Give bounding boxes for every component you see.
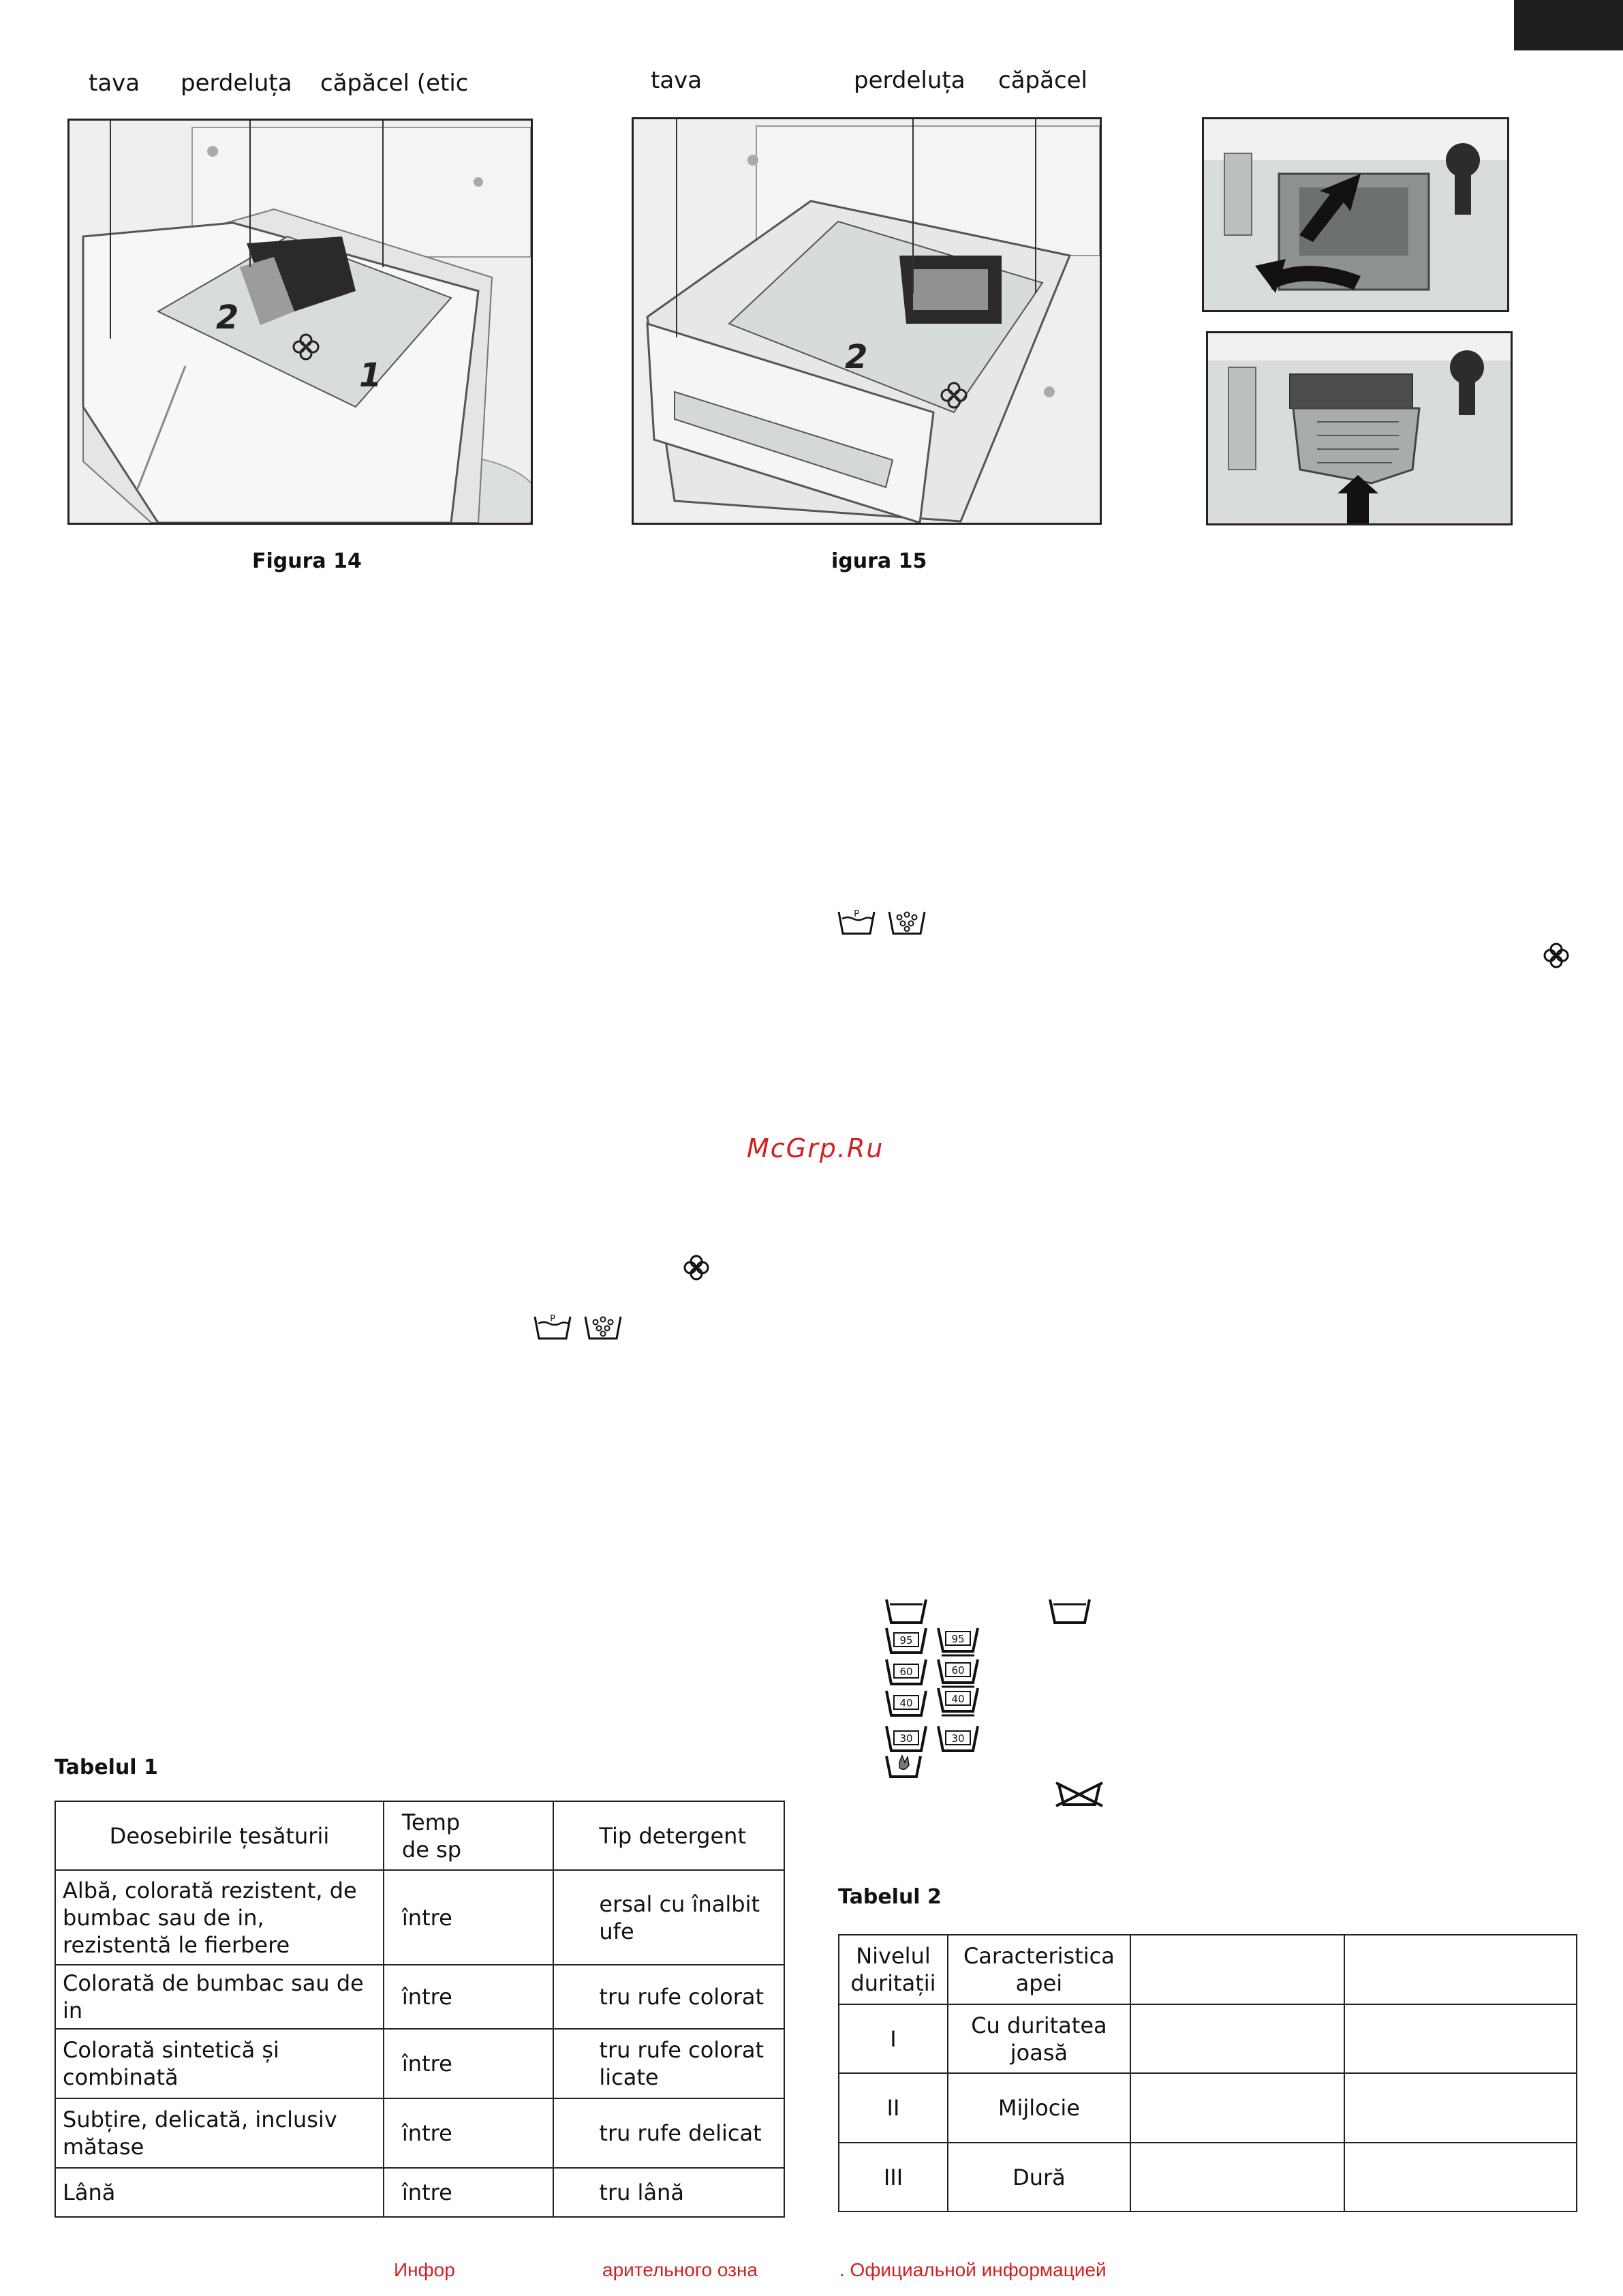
- prewash-symbol: [837, 909, 876, 940]
- fig15-tray-number-2: 2: [845, 338, 868, 376]
- table1-r2-fabric: Colorată de bumbac sau de in: [55, 1965, 384, 2029]
- wash-symbol-60-value: 60: [899, 1666, 913, 1678]
- wash-symbol-40-gentle-value: 40: [951, 1693, 965, 1705]
- table2-r3-characteristic: Dură: [948, 2143, 1130, 2211]
- table2-header-row: [839, 1935, 1577, 2004]
- footer-text-1: Инфор: [394, 2259, 455, 2280]
- table1-header-fabric: Deosebirile țesăturii: [55, 1801, 384, 1870]
- wash-symbol-30-gentle: [936, 1724, 980, 1756]
- table1-r4-detergent: tru rufe delicat: [553, 2098, 784, 2168]
- softener-flower-icon-inline: [683, 1254, 710, 1285]
- table2-header-characteristic: Caracteristica apei: [948, 1935, 1130, 2004]
- footer-text-3: . Официальной информацией: [839, 2259, 1107, 2280]
- wash-symbol-30-value: 30: [899, 1732, 913, 1745]
- table2-r3-col3: [1130, 2143, 1344, 2211]
- page-corner-tab: [1514, 0, 1623, 50]
- prewash-symbol-letter: P: [854, 909, 859, 919]
- table-row: [55, 1965, 784, 2029]
- fig14-label-curtain: perdeluța: [181, 70, 292, 97]
- footer-text-2: арительного озна: [602, 2259, 758, 2280]
- fig15-label-tray: tava: [651, 67, 702, 94]
- wash-symbol-40: [884, 1689, 928, 1721]
- table1: [55, 1801, 785, 2218]
- wash-symbol-60-gentle-value: 60: [951, 1664, 965, 1677]
- table2-r1-col3: [1130, 2004, 1344, 2073]
- table2-title: Tabelul 2: [838, 1885, 942, 1909]
- table1-title: Tabelul 1: [55, 1756, 158, 1779]
- table1-r5-temp: între: [384, 2168, 554, 2217]
- softener-flower-icon: [1543, 942, 1570, 973]
- table1-header-detergent: Tip detergent: [553, 1801, 784, 1870]
- table2-r1-characteristic: Cu duritatea joasă: [948, 2004, 1130, 2073]
- table-row: [839, 2073, 1577, 2143]
- table-row: [839, 2143, 1577, 2211]
- fig15-label-curtain: perdeluța: [854, 67, 965, 94]
- table1-r4-temp: între: [384, 2098, 554, 2168]
- hand-wash-symbol: [884, 1754, 923, 1782]
- table2-r2-col3: [1130, 2073, 1344, 2143]
- prewash-symbol-inline: [533, 1314, 572, 1345]
- figure-16-photo-bottom: [1206, 331, 1513, 525]
- wash-symbol-plain-right: [1048, 1597, 1092, 1628]
- table-row: [55, 2098, 784, 2168]
- fig14-tray-number-2: 2: [216, 299, 239, 337]
- table2-header-level: Nivelul duritații: [839, 1935, 948, 2004]
- figure-15-photo: [632, 117, 1102, 525]
- table-row: [55, 1870, 784, 1965]
- table-row: [839, 2004, 1577, 2073]
- figure-14-photo: [67, 119, 533, 525]
- table1-r2-detergent: tru rufe colorat: [553, 1965, 784, 2029]
- wash-symbol-40-value: 40: [899, 1697, 913, 1709]
- wash-symbol-plain: [884, 1597, 928, 1628]
- table2-r1-level: I: [839, 2004, 948, 2073]
- table1-r3-detergent: tru rufe colorat licate: [553, 2029, 784, 2098]
- table-row: [55, 2029, 784, 2098]
- wash-symbol-30-gentle-value: 30: [951, 1732, 965, 1745]
- soak-symbol-inline: [583, 1314, 623, 1345]
- table1-header-temp: Temp de sp: [384, 1801, 554, 1870]
- table2-r3-col4: [1344, 2143, 1577, 2211]
- fig15-label-lid: căpăcel: [998, 67, 1088, 94]
- table-row: [55, 2168, 784, 2217]
- table2-header-col4: [1344, 1935, 1577, 2004]
- fig14-label-lid: căpăcel (etic: [320, 70, 469, 97]
- table2: [838, 1934, 1577, 2212]
- table1-r1-fabric: Albă, colorată rezistent, de bumbac sau de in, rezistentă le fierbere: [55, 1870, 384, 1965]
- wash-symbol-95-gentle-value: 95: [951, 1633, 965, 1645]
- figure-15-caption: igura 15: [831, 549, 927, 573]
- wash-symbol-60: [884, 1657, 928, 1689]
- table1-r3-temp: între: [384, 2029, 554, 2098]
- figure-16-photo-top: [1202, 117, 1509, 312]
- watermark: McGrp.Ru: [747, 1133, 884, 1163]
- wash-symbol-95-value: 95: [899, 1634, 913, 1647]
- table1-r2-temp: între: [384, 1965, 554, 2029]
- table2-r3-level: III: [839, 2143, 948, 2211]
- prewash-symbol-inline-letter: P: [550, 1314, 555, 1324]
- figure-14-caption: Figura 14: [252, 549, 362, 573]
- table1-r1-temp: între: [384, 1870, 554, 1965]
- wash-symbol-30: [884, 1724, 928, 1756]
- table2-header-col3: [1130, 1935, 1344, 2004]
- wash-symbol-95-gentle: [936, 1626, 980, 1661]
- table1-header-row: [55, 1801, 784, 1870]
- table1-r4-fabric: Subțire, delicată, inclusiv mătase: [55, 2098, 384, 2168]
- wash-symbol-40-gentle: [936, 1686, 980, 1721]
- table2-r2-characteristic: Mijlocie: [948, 2073, 1130, 2143]
- fig14-tray-number-1: 1: [359, 356, 382, 395]
- wash-symbol-95: [884, 1626, 928, 1658]
- table1-r5-fabric: Lână: [55, 2168, 384, 2217]
- table1-r5-detergent: tru lână: [553, 2168, 784, 2217]
- table2-r1-col4: [1344, 2004, 1577, 2073]
- table1-r3-fabric: Colorată sintetică și combinată: [55, 2029, 384, 2098]
- soak-symbol: [887, 909, 927, 940]
- table2-r2-level: II: [839, 2073, 948, 2143]
- table2-r2-col4: [1344, 2073, 1577, 2143]
- do-not-wash-symbol: [1053, 1780, 1105, 1812]
- fig14-label-tray: tava: [89, 70, 140, 97]
- table1-r1-detergent: ersal cu înalbit ufe: [553, 1870, 784, 1965]
